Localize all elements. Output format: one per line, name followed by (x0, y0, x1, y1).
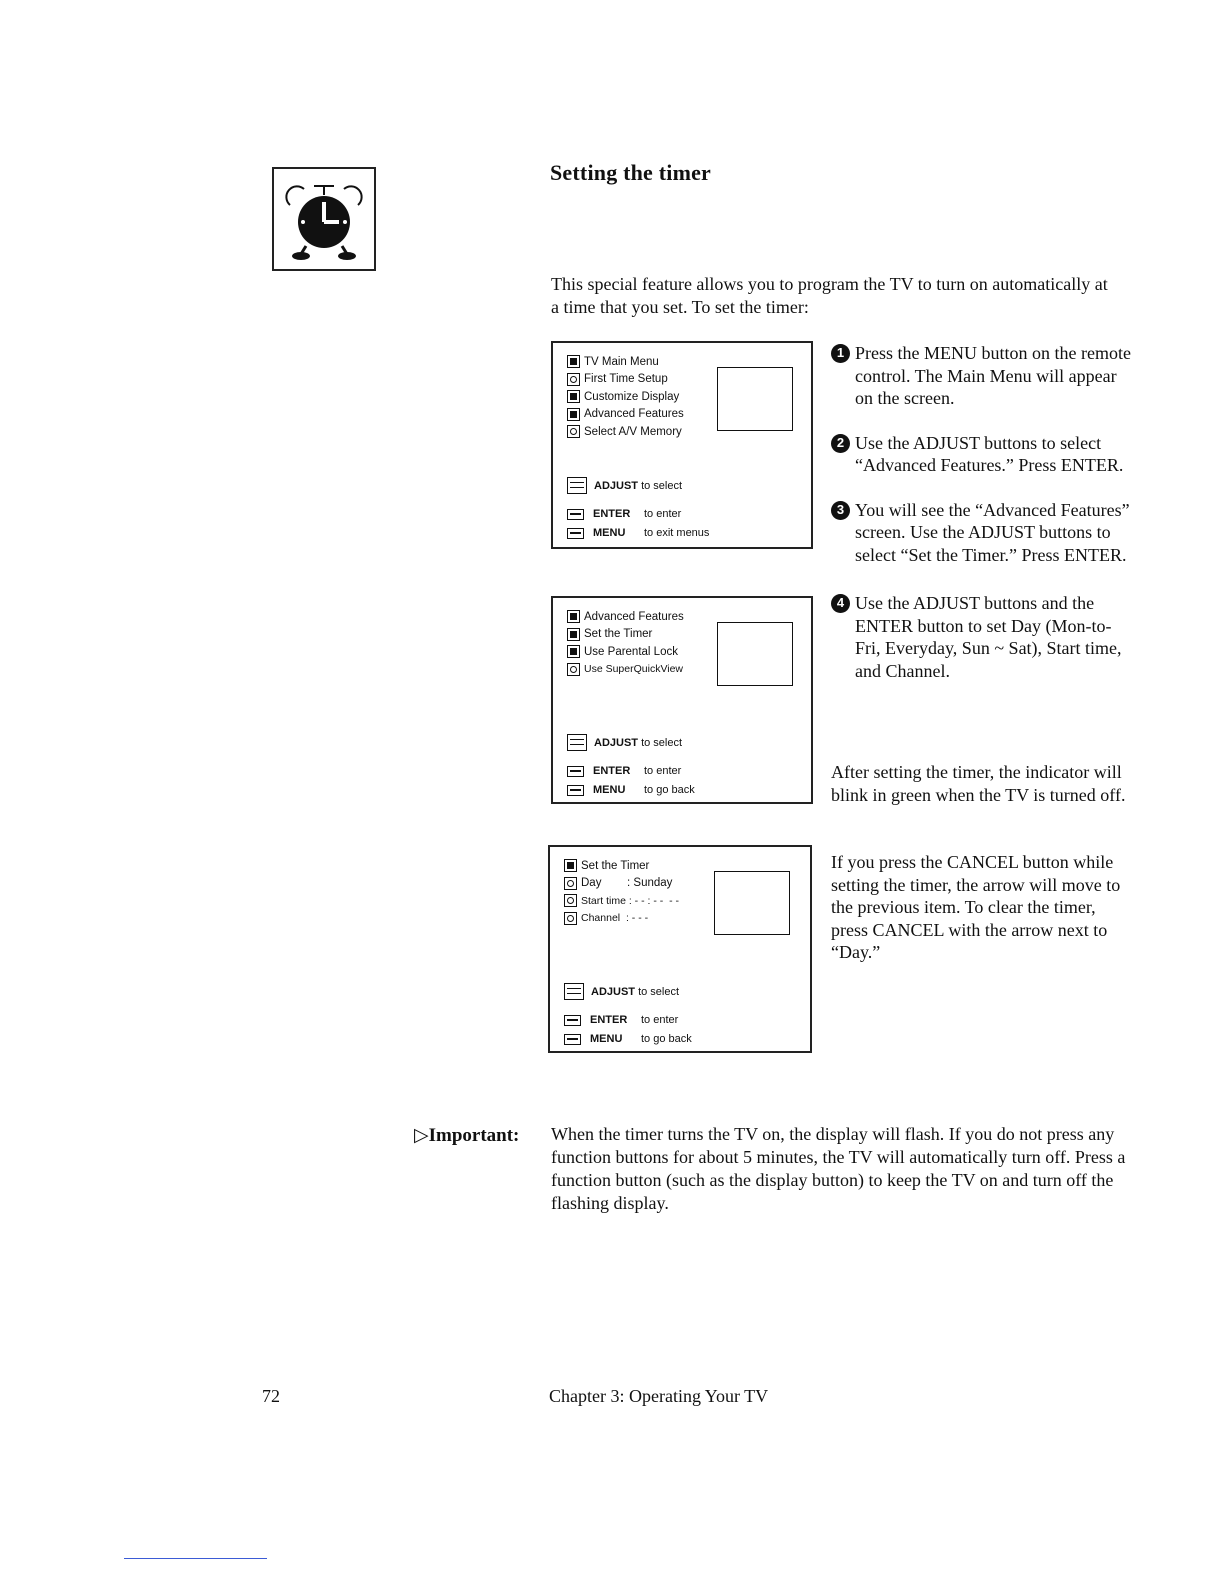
step-3: 3 You will see the “Advanced Features” screen. Use the ADJUST buttons to select “Set the Timer.” Press ENTER. (831, 499, 1131, 567)
timer-icon (564, 859, 577, 872)
important-note: When the timer turns the TV on, the display will flash. If you do not press any function buttons for about 5 minutes, the TV will automatically turn off. Press a function button (such as the display button) to keep the TV on and turn off the flashing display. (551, 1124, 1126, 1213)
enter-button-icon (567, 509, 584, 520)
page-number: 72 (262, 1386, 280, 1406)
channel-icon (564, 912, 577, 925)
legend-adjust: ADJUST to select (564, 983, 679, 1000)
preview-window (714, 871, 790, 935)
menu-item: Start time : - - : - - - - (564, 892, 679, 910)
menu-item: Set the Timer (564, 857, 679, 875)
legend-enter: ENTER to enter (567, 765, 681, 777)
step-number-badge: 2 (831, 434, 850, 453)
adjust-button-icon (567, 734, 587, 751)
menu-button-icon (564, 1034, 581, 1045)
legend-menu: MENU to exit menus (567, 527, 709, 539)
legend-enter: ENTER to enter (567, 508, 681, 520)
step-number-badge: 3 (831, 501, 850, 520)
menu-item: Set the Timer (567, 626, 684, 644)
advanced-features-screen (551, 596, 813, 804)
menu-button-icon (567, 785, 584, 796)
chapter-footer: Chapter 3: Operating Your TV (549, 1386, 769, 1406)
menu-item: Customize Display (567, 388, 684, 406)
step-number-badge: 4 (831, 594, 850, 613)
menu-item: Select A/V Memory (567, 423, 684, 441)
after-setting-paragraph: After setting the timer, the indicator will blink in green when the TV is turned off. (831, 762, 1126, 805)
legend-menu: MENU to go back (564, 1033, 692, 1045)
adjust-button-icon (567, 477, 587, 494)
menu-list (567, 608, 684, 678)
menu-list (564, 857, 679, 927)
footer-rule (124, 1558, 267, 1559)
day-arrow-icon (564, 877, 577, 890)
preview-window (717, 622, 793, 686)
alarm-clock-icon (274, 169, 374, 269)
menu-item: Day : Sunday (564, 875, 679, 893)
important-label: ▷Important: (414, 1125, 520, 1146)
legend-adjust: ADJUST to select (567, 734, 682, 751)
menu-item: Use SuperQuickView (567, 661, 684, 679)
enter-button-icon (567, 766, 584, 777)
menu-list (567, 353, 684, 441)
step-4: 4 Use the ADJUST buttons and the ENTER button to set Day (Mon-to-Fri, Everyday, Sun ~ Sat), Start time, and Channel. (831, 592, 1131, 682)
step-number-badge: 1 (831, 344, 850, 363)
customize-icon (567, 390, 580, 403)
instruction-steps (831, 342, 1131, 682)
menu-item: Channel : - - - (564, 910, 679, 928)
superquickview-icon (567, 663, 580, 676)
lock-icon (567, 645, 580, 658)
set-the-timer-screen (548, 845, 812, 1053)
advanced-features-icon (567, 610, 580, 623)
menu-item: First Time Setup (567, 371, 684, 389)
alarm-clock-illustration (272, 167, 376, 271)
start-time-icon (564, 894, 577, 907)
advanced-features-icon (567, 408, 580, 421)
enter-button-icon (564, 1015, 581, 1026)
menu-item: TV Main Menu (567, 353, 684, 371)
menu-item: Advanced Features (567, 406, 684, 424)
av-memory-icon (567, 425, 580, 438)
legend-menu: MENU to go back (567, 784, 695, 796)
menu-button-icon (567, 528, 584, 539)
tv-menu-icon (567, 355, 580, 368)
legend-enter: ENTER to enter (564, 1014, 678, 1026)
setup-icon (567, 373, 580, 386)
tv-main-menu-screen (551, 341, 813, 549)
cancel-paragraph: If you press the CANCEL button while setting the timer, the arrow will move to the previous item. To clear the timer, press CANCEL with the arrow next to “Day.” (831, 852, 1121, 962)
timer-icon (567, 628, 580, 641)
intro-paragraph: This special feature allows you to program the TV to turn on automatically at a time that you set. To set the timer: (551, 274, 1108, 317)
adjust-button-icon (564, 983, 584, 1000)
page-title: Setting the timer (550, 160, 712, 185)
legend-adjust: ADJUST to select (567, 477, 682, 494)
step-2: 2 Use the ADJUST buttons to select “Advanced Features.” Press ENTER. (831, 432, 1131, 477)
menu-item: Use Parental Lock (567, 643, 684, 661)
step-1: 1 Press the MENU button on the remote control. The Main Menu will appear on the screen. (831, 342, 1131, 410)
menu-item: Advanced Features (567, 608, 684, 626)
preview-window (717, 367, 793, 431)
